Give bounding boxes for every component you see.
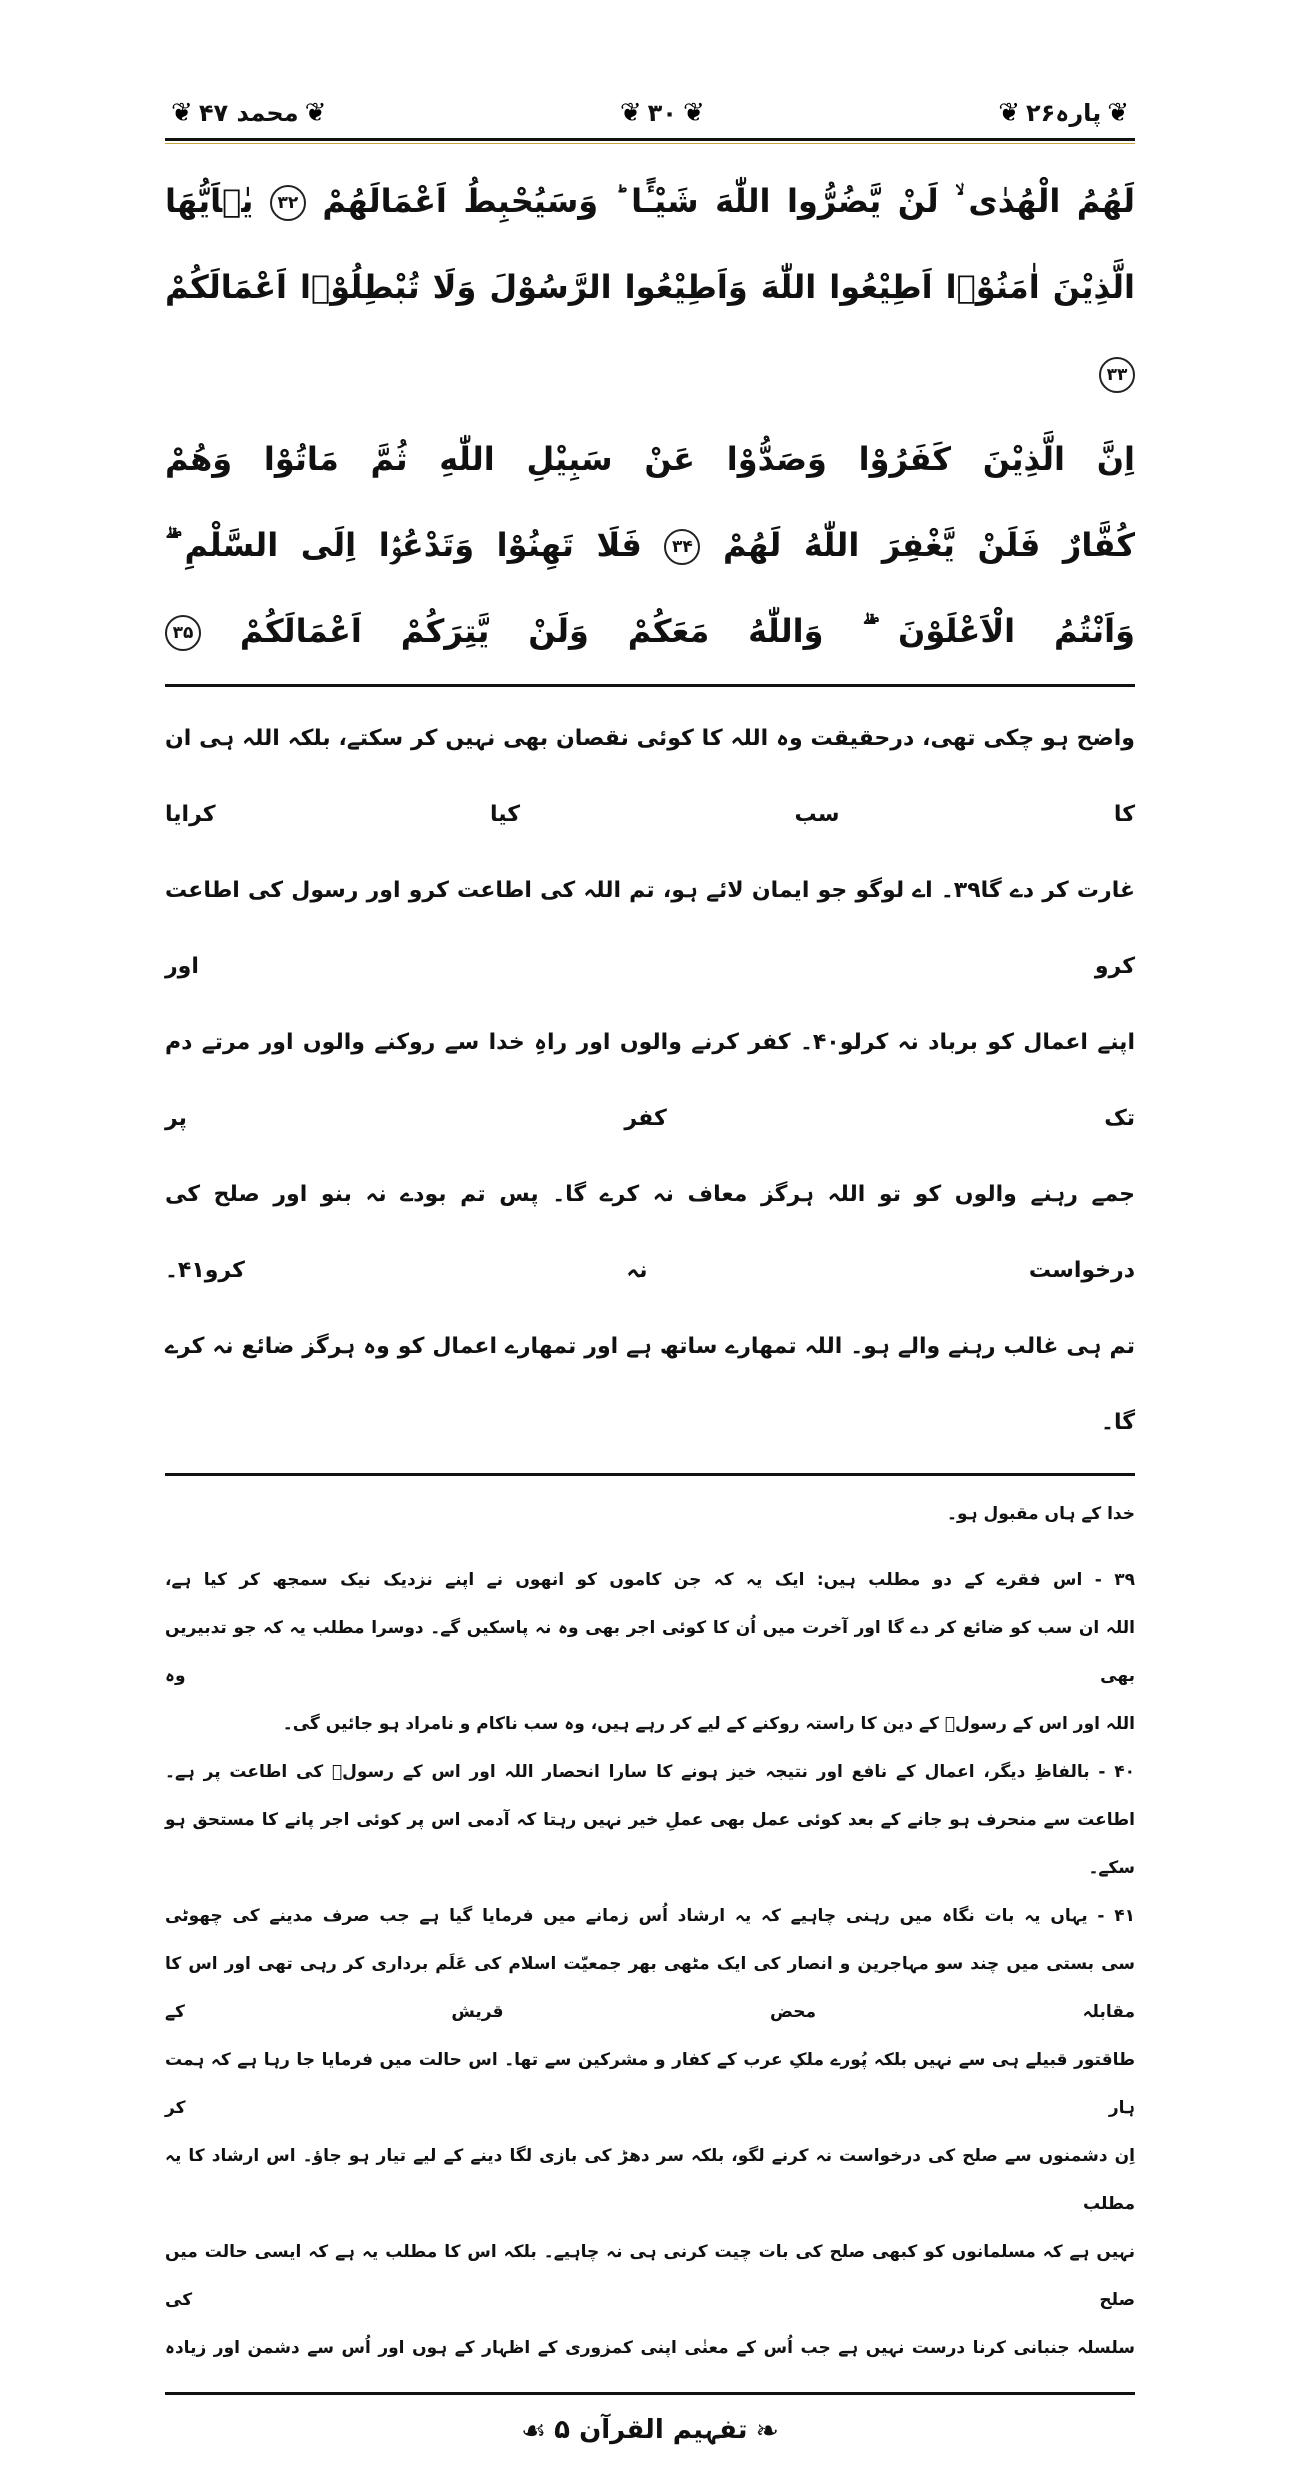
translation-line: اپنے اعمال کو برباد نہ کرلو۴۰۔ کفر کرنے والوں اور راہِ خدا سے روکنے والوں اور مرتے دم تک کفر پر <box>165 1030 1135 1131</box>
ayah-marker: ۳۵ <box>165 615 201 651</box>
quran-line-text: فَلَا تَهِنُوْا وَتَدْعُوْۤا اِلَى السَّلْمِ ۖۗ <box>165 526 642 564</box>
translation-line: جمے رہنے والوں کو تو اللہ ہرگز معاف نہ کرے گا۔ پس تم بودے نہ بنو اور صلح کی درخواست نہ کرو۴۱۔ <box>165 1182 1135 1283</box>
surah-name: محمد ۴۷ <box>198 99 299 127</box>
ornament-icon: ❦ <box>1107 98 1129 128</box>
ornament-icon: ❦ <box>682 98 705 128</box>
footnote-line: خدا کے ہاں مقبول ہو۔ <box>947 1504 1135 1524</box>
footnote-40: ۴۰ - بالفاظِ دیگر، اعمال کے نافع اور نتیجہ خیز ہونے کا سارا انحصار اللہ اور اس کے رسولؐ کی اطاعت پر ہے۔ <box>165 1762 1135 1782</box>
page-footer <box>165 2395 1135 2465</box>
surah-label <box>165 98 332 128</box>
ornament-icon: ❦ <box>998 98 1020 128</box>
quran-text <box>165 144 1135 684</box>
page-number-label <box>614 98 711 128</box>
ornament-icon: ☙ <box>521 2413 547 2447</box>
ayah-marker: ۳۴ <box>664 529 700 565</box>
quran-line <box>165 588 1135 674</box>
translation <box>165 687 1135 1473</box>
footnote-line: سلسلہ جنبانی کرنا درست نہیں ہے جب اُس کے معنٰی اپنی کمزوری کے اظہار کے ہوں اور اُس سے دشمن اور زیادہ <box>165 2338 1135 2358</box>
quran-line-text: وَاَنْتُمُ الْاَعْلَوْنَ ۖۗ وَاللّٰهُ مَعَكُمْ وَلَنْ يَّتِرَكُمْ اَعْمَالَكُمْ <box>239 612 1136 650</box>
footnote-line: نہیں ہے کہ مسلمانوں کو کبھی صلح کی بات چیت کرنی ہی نہ چاہیے۔ بلکہ اس کا مطلب یہ ہے کہ ایسی حالت میں صلح کی <box>165 2242 1135 2310</box>
translation-line: تم ہی غالب رہنے والے ہو۔ اللہ تمھارے ساتھ ہے اور تمھارے اعمال کو وہ ہرگز ضائع نہ کرے گا۔ <box>165 1334 1135 1435</box>
footnote-line: سی بستی میں چند سو مہاجرین و انصار کی ایک مٹھی بھر جمعیّت اسلام کی عَلَم برداری کر رہی تھی اور اس کا مقابلہ محض قریش کے <box>165 1954 1135 2022</box>
footnote-39: ۳۹ - اس فقرے کے دو مطلب ہیں: ایک یہ کہ جن کاموں کو انھوں نے اپنے نزدیک نیک سمجھ کر کیا ہے، <box>165 1570 1135 1590</box>
quran-line <box>165 416 1135 502</box>
footnote-line: اللہ ان سب کو ضائع کر دے گا اور آخرت میں اُن کا کوئی اجر بھی وہ نہ پاسکیں گے۔ دوسرا مطلب یہ کہ جو تدبیریں بھی وہ <box>165 1618 1135 1686</box>
quran-line <box>165 158 1135 244</box>
page-number: ۳۰ <box>647 99 677 127</box>
footnote-line: طاقتور قبیلے ہی سے نہیں بلکہ پُورے ملکِ عرب کے کفار و مشرکین سے تھا۔ اس حالت میں فرمایا جا رہا ہے کہ ہمت ہار کر <box>165 2050 1135 2118</box>
ornament-icon: ❧ <box>755 2413 779 2447</box>
book-title: تفہیم القرآن ۵ <box>554 2415 748 2445</box>
quran-line <box>165 244 1135 416</box>
quran-line <box>165 502 1135 588</box>
footnote-line: اللہ اور اس کے رسولؐ کے دین کا راستہ روکنے کے لیے کر رہے ہیں، وہ سب ناکام و نامراد ہو جائیں گی۔ <box>282 1714 1135 1734</box>
footnotes <box>165 1476 1135 2392</box>
translation-line: واضح ہو چکی تھی، درحقیقت وہ اللہ کا کوئی نقصان بھی نہیں کر سکتے، بلکہ اللہ ہی ان کا سب کیا کرایا <box>165 726 1135 827</box>
page <box>165 88 1135 2465</box>
translation-line: غارت کر دے گا۳۹۔ اے لوگو جو ایمان لائے ہو، تم اللہ کی اطاعت کرو اور رسول کی اطاعت کرو اور <box>165 878 1135 979</box>
quran-line-text: اِنَّ الَّذِيْنَ كَفَرُوْا وَصَدُّوْا عَنْ سَبِيْلِ اللّٰهِ ثُمَّ مَاتُوْا وَهُمْ <box>165 440 1135 478</box>
ayah-marker: ۳۲ <box>270 185 306 221</box>
ornament-icon: ❦ <box>304 98 327 128</box>
para-number: پارہ۲۶ <box>1026 99 1102 127</box>
quran-line-text: لَهُمُ الْهُدٰى ۙ لَنْ يَّضُرُّوا اللّٰهَ شَيْـًٔا ؕ وَسَيُحْبِطُ اَعْمَالَهُمْ <box>322 182 1136 220</box>
footnote-line: اِن دشمنوں سے صلح کی درخواست نہ کرنے لگو، بلکہ سر دھڑ کی بازی لگا دینے کے لیے تیار ہو جاؤ۔ اس ارشاد کا یہ مطلب <box>165 2146 1135 2214</box>
para-label <box>992 98 1135 128</box>
page-header <box>165 88 1135 138</box>
quran-line-text: يٰۤاَيُّهَا <box>165 182 254 220</box>
ayah-marker: ۳۳ <box>1099 357 1135 393</box>
footnote-41: ۴۱ - یہاں یہ بات نگاہ میں رہنی چاہیے کہ یہ ارشاد اُس زمانے میں فرمایا گیا ہے جب صرف مدینے کی چھوٹی <box>165 1906 1135 1926</box>
quran-line-text: الَّذِيْنَ اٰمَنُوْۤا اَطِيْعُوا اللّٰهَ وَاَطِيْعُوا الرَّسُوْلَ وَلَا تُبْطِلُوْۤا اَعْمَالَكُمْ <box>165 268 1135 306</box>
ornament-icon: ❦ <box>619 98 642 128</box>
quran-line-text: كُفَّارٌ فَلَنْ يَّغْفِرَ اللّٰهُ لَهُمْ <box>723 526 1136 564</box>
footnote-line: اطاعت سے منحرف ہو جانے کے بعد کوئی عمل بھی عملِ خیر نہیں رہتا کہ آدمی اس پر کوئی اجر پانے کا مستحق ہو سکے۔ <box>165 1810 1135 1878</box>
ornament-icon: ❦ <box>171 98 193 128</box>
